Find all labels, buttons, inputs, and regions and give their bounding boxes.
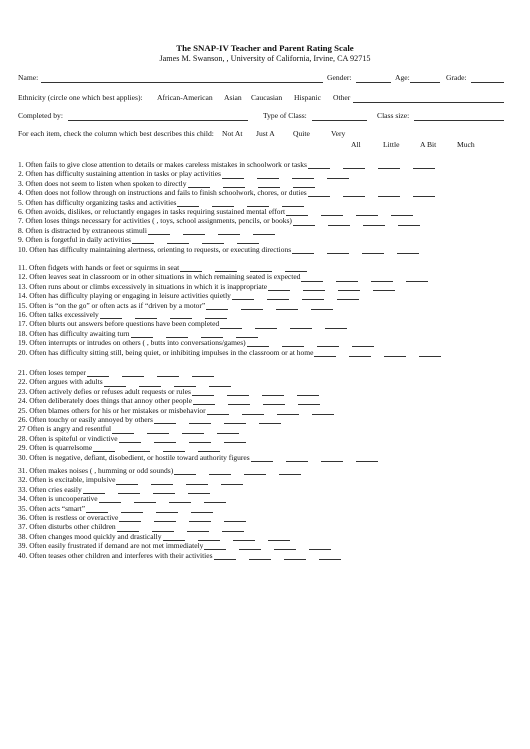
gender-label: Gender: — [327, 73, 352, 82]
list-item — [18, 453, 504, 462]
item-text: 34. Often is uncooperative — [18, 494, 98, 504]
item-text: 32. Often is excitable, impulsive — [18, 475, 116, 485]
item-text: 23. Often actively defies or refuses adult requests or rules — [18, 386, 191, 396]
list-item — [18, 415, 504, 424]
list-item — [18, 466, 504, 475]
rating-blank-very-much[interactable] — [397, 253, 419, 254]
form-title: The SNAP-IV Teacher and Parent Rating Scale — [176, 43, 354, 53]
name-field[interactable] — [41, 74, 323, 83]
type-of-class-field[interactable] — [312, 112, 367, 121]
ethnicity-option-other[interactable]: Other — [333, 93, 351, 102]
ethnicity-option-african-american[interactable]: African-American — [157, 93, 213, 102]
age-field[interactable] — [410, 74, 440, 83]
list-item — [18, 235, 504, 244]
list-item — [18, 551, 504, 560]
identity-row — [0, 72, 530, 84]
gender-field[interactable] — [356, 74, 391, 83]
list-item — [18, 541, 504, 550]
rating-blank-very-much[interactable] — [319, 559, 341, 560]
list-item — [18, 179, 504, 188]
ethnicity-row — [0, 92, 530, 104]
item-text: 29. Often is quarrelsome — [18, 443, 93, 453]
item-text: 18. Often has difficulty awaiting turn — [18, 328, 130, 338]
ethnicity-label: Ethnicity (circle one which best applies): — [18, 93, 143, 102]
list-item — [18, 301, 504, 310]
list-item — [18, 443, 504, 452]
grade-field[interactable] — [471, 74, 504, 83]
rating-blank-quite-a-bit[interactable] — [321, 461, 343, 462]
list-item — [18, 188, 504, 197]
list-item — [18, 522, 504, 531]
class-size-field[interactable] — [414, 112, 504, 121]
item-text: 13. Often runs about or climbs excessively in situations in which it is inappropriate — [18, 281, 268, 291]
rating-blank-just-a-little[interactable] — [286, 461, 308, 462]
column-headers-row — [0, 139, 530, 151]
list-item — [18, 475, 504, 484]
list-item — [18, 494, 504, 503]
rating-blank-not-at-all[interactable] — [292, 253, 314, 254]
list-item — [18, 169, 504, 178]
item-text: 20. Often has difficulty sitting still, being quiet, or inhibiting impulses in the classroom or at home — [18, 347, 314, 357]
list-item — [18, 532, 504, 541]
list-item — [18, 319, 504, 328]
age-label: Age: — [395, 73, 410, 82]
rating-blank-quite-a-bit[interactable] — [384, 356, 406, 357]
grade-label: Grade: — [446, 73, 467, 82]
item-text: 7. Often loses things necessary for activities ( , toys, school assignments, pencils, or books) — [18, 216, 292, 226]
item-text: 39. Often easily frustrated if demand are not met immediately — [18, 541, 204, 551]
rating-blank-just-a-little[interactable] — [327, 253, 349, 254]
list-item — [18, 310, 504, 319]
item-text: 16. Often talks excessively — [18, 310, 99, 319]
rating-blank-not-at-all[interactable] — [214, 559, 236, 560]
list-item — [18, 396, 504, 405]
list-item — [18, 272, 504, 281]
column-quite-a-bit-line2: A Bit — [420, 140, 437, 149]
item-text: 4. Often does not follow through on instructions and fails to finish schoolwork, chores, or duties — [18, 188, 307, 198]
item-text: 1. Often fails to give close attention to details or makes careless mistakes in schoolwork or tasks — [18, 160, 307, 169]
completed-by-field[interactable] — [68, 112, 248, 121]
item-text: 33. Often cries easily — [18, 484, 82, 494]
ethnicity-option-caucasian[interactable]: Caucasian — [251, 93, 283, 102]
rating-blank-not-at-all[interactable] — [251, 461, 273, 462]
item-text: 30. Often is negative, defiant, disobedient, or hostile toward authority figures — [18, 452, 250, 462]
list-item — [18, 198, 504, 207]
list-item — [18, 485, 504, 494]
rating-blank-very-much[interactable] — [356, 461, 378, 462]
item-text: 17. Often blurts out answers before questions have been completed — [18, 319, 220, 329]
list-item — [18, 368, 504, 377]
item-text: 28. Often is spiteful or vindictive — [18, 433, 118, 443]
column-not-at-all-line2: All — [351, 140, 361, 149]
item-text: 35. Often acts “smart” — [18, 503, 86, 513]
item-text: 10. Often has difficulty maintaining alertness, orienting to requests, or executing directions — [18, 244, 292, 254]
column-not-at-all-line1: Not At — [222, 129, 243, 138]
item-text: 24. Often deliberately does things that annoy other people — [18, 396, 192, 406]
list-item — [18, 226, 504, 235]
list-item — [18, 348, 504, 357]
item-text: 25. Often blames others for his or her mistakes or misbehavior — [18, 405, 206, 415]
item-text: 21. Often loses temper — [18, 368, 86, 377]
rating-blank-quite-a-bit[interactable] — [362, 253, 384, 254]
list-item — [18, 434, 504, 443]
list-item — [18, 513, 504, 522]
item-text: 40. Often teases other children and interferes with their activities — [18, 550, 213, 560]
list-item — [18, 406, 504, 415]
list-item — [18, 504, 504, 513]
list-item — [18, 291, 504, 300]
ethnicity-option-asian[interactable]: Asian — [224, 93, 242, 102]
item-text: 26. Often touchy or easily annoyed by others — [18, 415, 153, 424]
item-text: 19. Often interrupts or intrudes on others ( , butts into conversations/games) — [18, 338, 246, 348]
list-item — [18, 282, 504, 291]
column-very-much-line2: Much — [457, 140, 475, 149]
ethnicity-other-field[interactable] — [353, 94, 504, 103]
instructions-text: For each item, check the column which best describes this child: — [18, 129, 214, 138]
rating-blank-just-a-little[interactable] — [349, 356, 371, 357]
list-item — [18, 424, 504, 433]
name-label: Name: — [18, 73, 39, 82]
completed-by-label: Completed by: — [18, 111, 63, 120]
form-subtitle: James M. Swanson, , University of California, Irvine, CA 92715 — [159, 54, 371, 63]
list-item — [18, 338, 504, 347]
column-just-a-little-line1: Just A — [256, 129, 275, 138]
list-item — [18, 160, 504, 169]
column-very-much-line1: Very — [331, 129, 346, 138]
list-item — [18, 216, 504, 225]
item-text: 3. Often does not seem to listen when spoken to directly — [18, 178, 187, 188]
list-item — [18, 377, 504, 386]
rating-blank-quite-a-bit[interactable] — [284, 559, 306, 560]
list-item — [18, 245, 504, 254]
rating-blank-very-much[interactable] — [419, 356, 441, 357]
completion-row — [0, 110, 530, 122]
rating-blank-not-at-all[interactable] — [314, 356, 336, 357]
list-item — [18, 329, 504, 338]
column-quite-a-bit-line1: Quite — [293, 129, 310, 138]
type-of-class-label: Type of Class: — [263, 111, 307, 120]
item-text: 38. Often changes mood quickly and drastically — [18, 531, 162, 541]
item-text: 2. Often has difficulty sustaining attention in tasks or play activities — [18, 169, 221, 179]
list-item — [18, 207, 504, 216]
item-text: 36. Often is restless or overactive — [18, 513, 119, 522]
list-item — [18, 263, 504, 272]
item-text: 5. Often has difficulty organizing tasks and activities — [18, 197, 177, 207]
item-text: 37. Often disturbs other children — [18, 522, 116, 532]
item-text: 11. Often fidgets with hands or feet or squirms in seat — [18, 263, 180, 272]
item-text: 31. Often makes noises ( , humming or odd sounds) — [18, 466, 174, 475]
list-item — [18, 387, 504, 396]
item-text: 12. Often leaves seat in classroom or in other situations in which remaining seated is expected — [18, 272, 301, 282]
rating-blank-just-a-little[interactable] — [249, 559, 271, 560]
item-text: 15. Often is “on the go” or often acts as if “driven by a motor” — [18, 300, 206, 310]
item-text: 9. Often is forgetful in daily activities — [18, 235, 131, 245]
column-just-a-little-line2: Little — [383, 140, 400, 149]
class-size-label: Class size: — [377, 111, 410, 120]
item-text: 6. Often avoids, dislikes, or reluctantly engages in tasks requiring sustained mental effort — [18, 207, 286, 216]
ethnicity-option-hispanic[interactable]: Hispanic — [294, 93, 321, 102]
item-text: 14. Often has difficulty playing or engaging in leisure activities quietly — [18, 291, 231, 301]
item-text: 27 Often is angry and resentful — [18, 424, 112, 434]
item-text: 22. Often argues with adults — [18, 377, 103, 387]
item-text: 8. Often is distracted by extraneous stimuli — [18, 225, 147, 235]
